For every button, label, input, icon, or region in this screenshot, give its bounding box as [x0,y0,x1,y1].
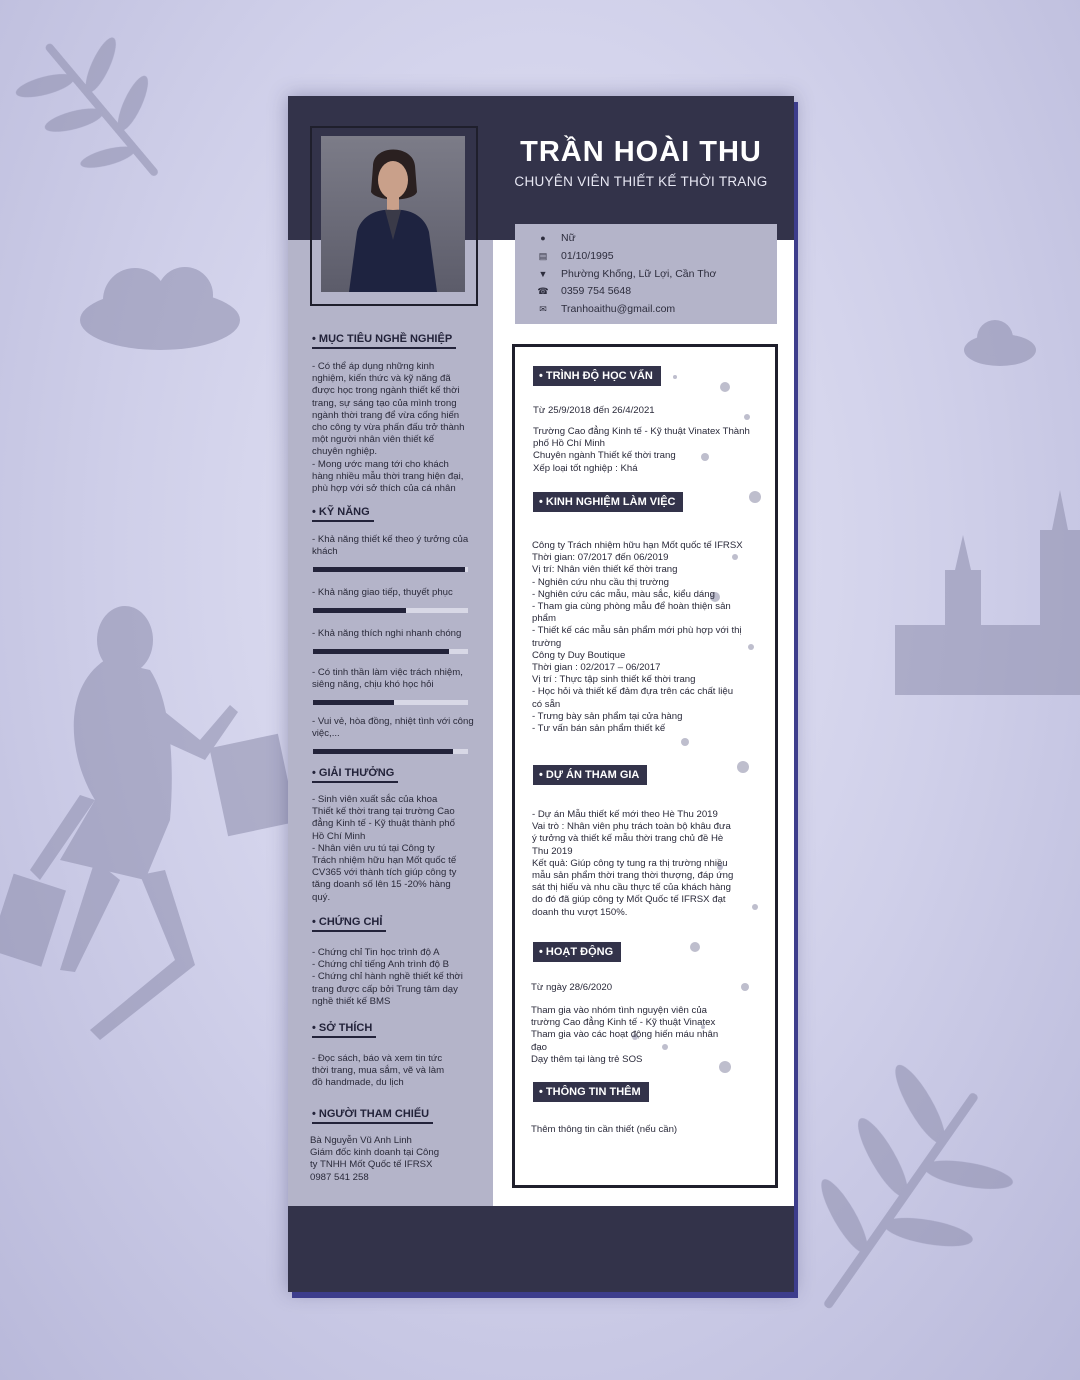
contact-phone [537,285,631,299]
activities-text: Tham gia vào nhóm tình nguyện viên của trường Cao đẳng Kinh tế - Kỹ thuật Vinatex Tham gia vào các hoạt động hiến máu nhân đạo Dạy thêm tại làng trẻ SOS [531,1005,719,1065]
skills-heading: • KỸ NĂNG [312,506,374,522]
skill-label: - Khả năng thích nghi nhanh chóng [312,628,462,639]
skill-label: - Khả năng thiết kế theo ý tưởng của khách [312,534,469,558]
certificates-text: - Chứng chỉ Tin học trình độ A - Chứng chỉ tiếng Anh trình độ B - Chứng chỉ hành nghề thiết kế thời trang được cấp bởi Trung tâm dạy nghề thiết kế BMS [312,947,463,1007]
phone-value[interactable]: 0359 754 5648 [561,285,632,297]
resume-paper [288,96,794,1292]
city-skyline-icon [895,490,1080,695]
skill-level-fill [313,749,453,754]
location-icon: ▼ [538,269,548,279]
objective-heading: • MỤC TIÊU NGHỀ NGHIỆP [312,333,456,349]
education-period: Từ 25/9/2018 đến 26/4/2021 [533,405,655,416]
contact-birthday [537,250,614,264]
cloud-right-icon [964,320,1036,366]
skill-level-bar [313,700,468,705]
education-text: Trường Cao đẳng Kinh tế - Kỹ thuật Vinatex Thành phố Hồ Chí Minh Chuyên ngành Thiết kế thời trang Xếp loại tốt nghiệp : Khá [533,426,750,474]
person-icon: ● [540,233,546,243]
hobbies-heading: • SỞ THÍCH [312,1022,376,1038]
projects-heading: • DỰ ÁN THAM GIA [533,765,647,785]
awards-heading: • GIẢI THƯỞNG [312,767,398,783]
projects-text: - Dự án Mẫu thiết kế mới theo Hè Thu 2019 Vai trò : Nhân viên phụ trách toàn bộ khâu đưa ý tưởng và thiết kế mẫu thời trang chủ đề Hè Thu 2019 Kết quả: Giúp công ty tung ra thị trường nhiều mẫu sản phẩm thời trang thời thượng, đáp ứng sát thị hiếu và nhu cầu thực tế của khách hàng do đó đã giúp công ty Mốt Quốc tế IFRSX đạt doanh thu vượt 150%. [532,809,734,918]
profile-photo [321,136,465,292]
skill-level-bar [313,749,468,754]
contact-address [537,268,716,282]
objective-text: - Có thể áp dụng những kinh nghiệm, kiến thức và kỹ năng đã được học trong ngành thiết kế thời trang, sự sáng tạo của mình trong ngành thời trang để vừa cống hiến cho công ty vừa phấn đấu trở thành một người nhân viên thiết kế chuyên nghiệp. - Mong ước mang tới cho khách hàng nhiều mẫu thời trang hiện đại, phù hợp với sở thích của cá nhân [312,361,465,495]
gender-value: Nữ [561,232,576,244]
contact-panel [515,224,777,324]
hobbies-text: - Đọc sách, báo và xem tin tức thời trang, mua sắm, vẽ và làm đồ handmade, du lịch [312,1053,445,1089]
education-heading: • TRÌNH ĐỘ HỌC VẤN [533,366,661,386]
contact-email [537,303,675,317]
footer-band [288,1206,794,1292]
skill-label: - Vui vẻ, hòa đồng, nhiệt tình với công việc,... [312,716,474,740]
leaf-bottom-right-icon [756,1045,1046,1356]
contact-gender [537,232,576,246]
skill-label: - Có tinh thần làm việc trách nhiệm, siêng năng, chịu khó học hỏi [312,667,463,691]
calendar-icon: ▤ [538,251,548,261]
address-value: Phường Khống, Lữ Lợi, Cần Thơ [561,268,717,280]
extra-heading: • THÔNG TIN THÊM [533,1082,649,1102]
woman-silhouette-icon [0,606,297,1040]
email-value[interactable]: Tranhoaithu@gmail.com [561,303,676,315]
skill-level-fill [313,567,465,572]
experience-text: Công ty Trách nhiệm hữu hạn Mốt quốc tế IFRSX Thời gian: 07/2017 đến 06/2019 Vị trí: Nhân viên thiết kế thời trang - Nghiên cứu nhu cầu thị trường - Nghiên cứu các mẫu, màu sắc, kiểu dáng - Tham gia cùng phòng mẫu để hoàn thiện sản phẩm - Thiết kế các mẫu sản phẩm mới phù hợp với thị trường Công ty Duy Boutique Thời gian : 02/2017 – 06/2017 Vị trí : Thực tập sinh thiết kế thời trang - Học hỏi và thiết kế đảm đựa trên các chất liệu có sẵn - Trưng bày sản phẩm tại cửa hàng - Tư vấn bán sản phẩm thiết kế [532,540,743,735]
skill-level-bar [313,567,468,572]
birthday-value: 01/10/1995 [561,250,614,262]
portrait-silhouette-icon [321,136,465,292]
cloud-left-icon [80,267,240,350]
reference-heading: • NGƯỜI THAM CHIẾU [312,1108,433,1124]
activities-date: Từ ngày 28/6/2020 [531,982,613,993]
skill-level-fill [313,608,406,613]
certificates-heading: • CHỨNG CHỈ [312,916,386,932]
phone-icon: ☎ [537,286,549,296]
mail-icon: ✉ [539,304,547,314]
activities-heading: • HOẠT ĐỘNG [533,942,621,962]
extra-text: Thêm thông tin cần thiết (nếu cần) [531,1124,678,1135]
leaf-top-left-icon [2,7,202,213]
skill-level-fill [313,649,449,654]
skill-level-fill [313,700,394,705]
skill-level-bar [313,608,468,613]
candidate-name: TRẦN HOÀI THU [520,136,762,168]
awards-text: - Sinh viên xuất sắc của khoa Thiết kế thời trang tại trường Cao đẳng Kinh tế - Kỹ thuật thành phố Hồ Chí Minh - Nhân viên ưu tú tại Công ty Trách nhiệm hữu hạn Mốt quốc tế CV365 với thành tích giúp công ty tăng doanh số lên 15 -20% hàng quý. [312,794,457,903]
job-title: CHUYÊN VIÊN THIẾT KẾ THỜI TRANG [514,174,768,189]
skill-level-bar [313,649,468,654]
experience-heading: • KINH NGHIỆM LÀM VIỆC [533,492,683,512]
skill-label: - Khả năng giao tiếp, thuyết phục [312,587,453,598]
reference-text: Bà Nguyễn Vũ Anh Linh Giám đốc kinh doanh tại Công ty TNHH Mốt Quốc tế IFRSX 0987 541 258 [310,1135,440,1183]
